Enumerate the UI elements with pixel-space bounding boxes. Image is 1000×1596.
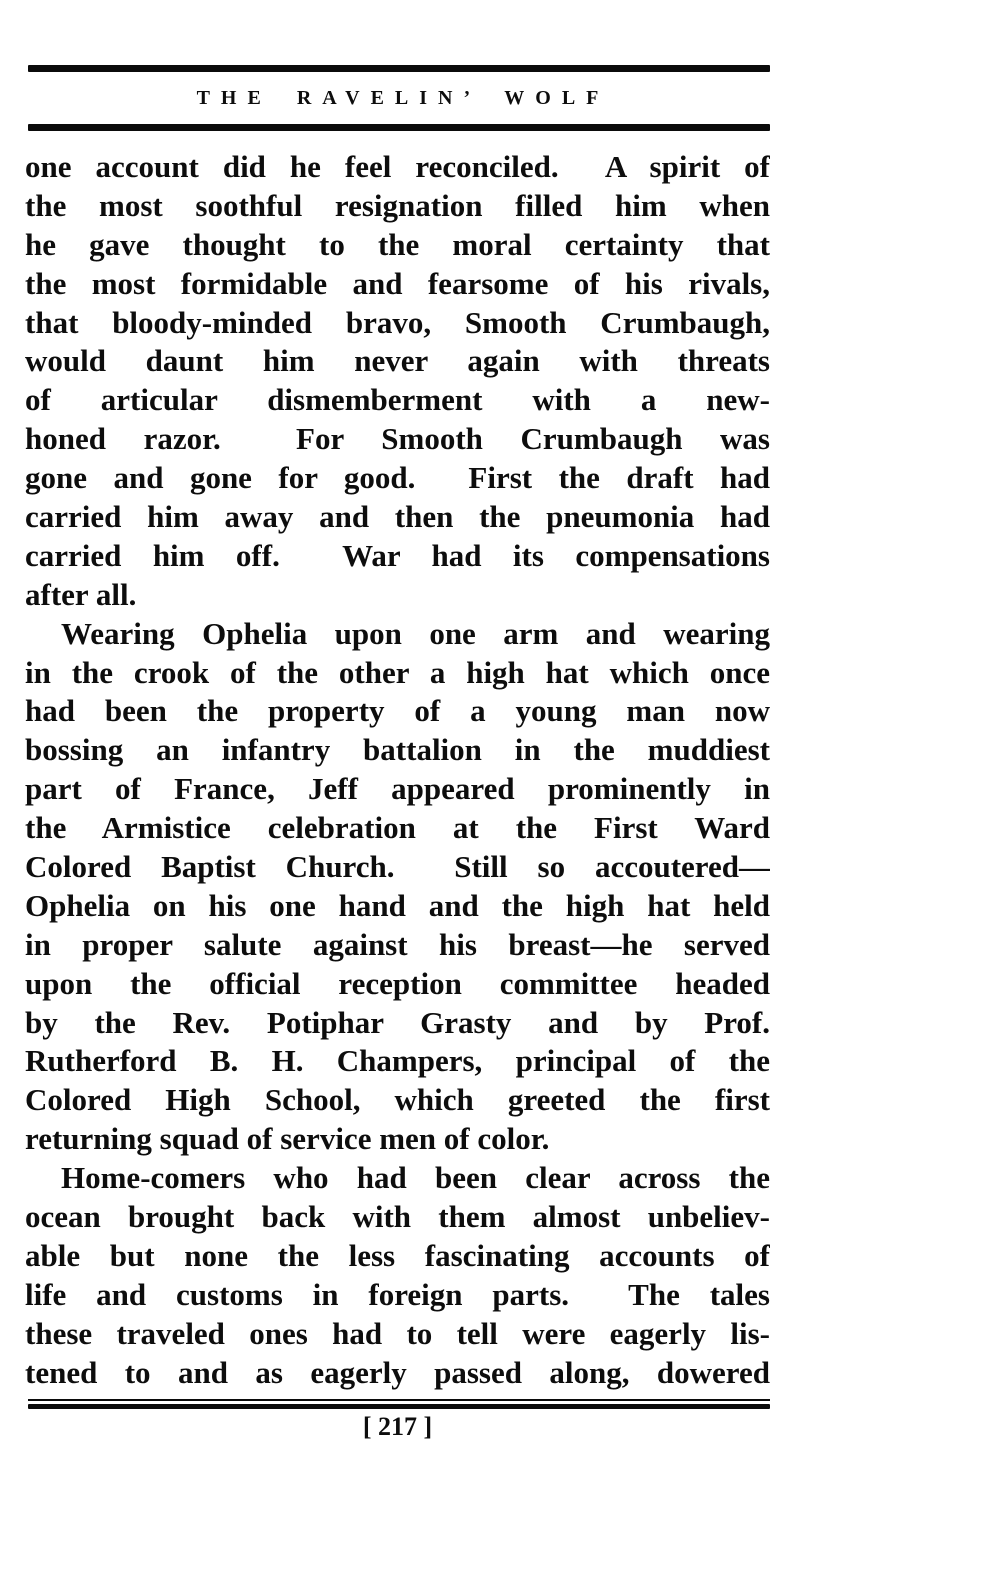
page-number: [ 217 ]	[362, 1411, 433, 1441]
text-line: carried him off. War had its compensations	[25, 537, 770, 573]
text-line: Ophelia on his one hand and the high hat held	[25, 887, 770, 923]
text-line: he gave thought to the moral certainty that	[25, 226, 770, 262]
text-line: gone and gone for good. First the draft had	[25, 460, 770, 496]
text-line: Colored High School, which greeted the first	[25, 1082, 770, 1118]
text-line: these traveled ones had to tell were eagerly lis-	[25, 1315, 770, 1351]
text-line: able but none the less fascinating accounts of	[25, 1237, 770, 1273]
header-bottom-rule	[28, 124, 770, 131]
header-top-rule	[28, 65, 770, 72]
running-head: THE RAVELIN’ WOLF	[196, 86, 610, 109]
text-line: returning squad of service men of color.	[25, 1121, 550, 1157]
text-line: of articular dismemberment with a new-	[25, 382, 770, 418]
text-line: one account did he feel reconciled. A spirit of	[25, 149, 770, 184]
text-line: in the crook of the other a high hat which once	[25, 654, 770, 690]
text-line: that bloody-minded bravo, Smooth Crumbaugh,	[25, 304, 770, 340]
page-header	[25, 65, 770, 131]
text-line: Colored Baptist Church. Still so accoutered—	[25, 849, 770, 885]
footer-rule-thin	[28, 1399, 770, 1401]
text-line: bossing an infantry battalion in the muddiest	[25, 732, 770, 768]
text-line: the most soothful resignation filled him when	[25, 187, 770, 223]
body-text	[25, 148, 770, 1393]
text-line: life and customs in foreign parts. The tales	[25, 1276, 770, 1312]
text-line: Rutherford B. H. Champers, principal of the	[25, 1043, 770, 1079]
text-line: part of France, Jeff appeared prominently in	[25, 771, 770, 807]
text-line: Home-comers who had been clear across the	[61, 1160, 770, 1196]
footer-rule-thick	[28, 1404, 770, 1409]
text-line: ocean brought back with them almost unbeliev-	[25, 1199, 770, 1235]
text-line: the most formidable and fearsome of his rivals,	[25, 265, 770, 301]
text-line: honed razor. For Smooth Crumbaugh was	[25, 421, 770, 457]
text-line: tened to and as eagerly passed along, dowered	[25, 1354, 770, 1390]
text-line: carried him away and then the pneumonia had	[25, 499, 770, 535]
text-line: after all.	[25, 576, 137, 612]
text-line: in proper salute against his breast—he served	[25, 926, 770, 962]
text-line: upon the official reception committee headed	[25, 965, 770, 1001]
footer-double-rule	[25, 1399, 770, 1409]
page-footer	[25, 1399, 770, 1442]
text-line: would daunt him never again with threats	[25, 343, 770, 379]
text-line: the Armistice celebration at the First Ward	[25, 810, 770, 846]
text-line: by the Rev. Potiphar Grasty and by Prof.	[25, 1004, 770, 1040]
text-line: Wearing Ophelia upon one arm and wearing	[61, 615, 770, 651]
text-line: had been the property of a young man now	[25, 693, 770, 729]
text-column	[25, 0, 770, 1442]
